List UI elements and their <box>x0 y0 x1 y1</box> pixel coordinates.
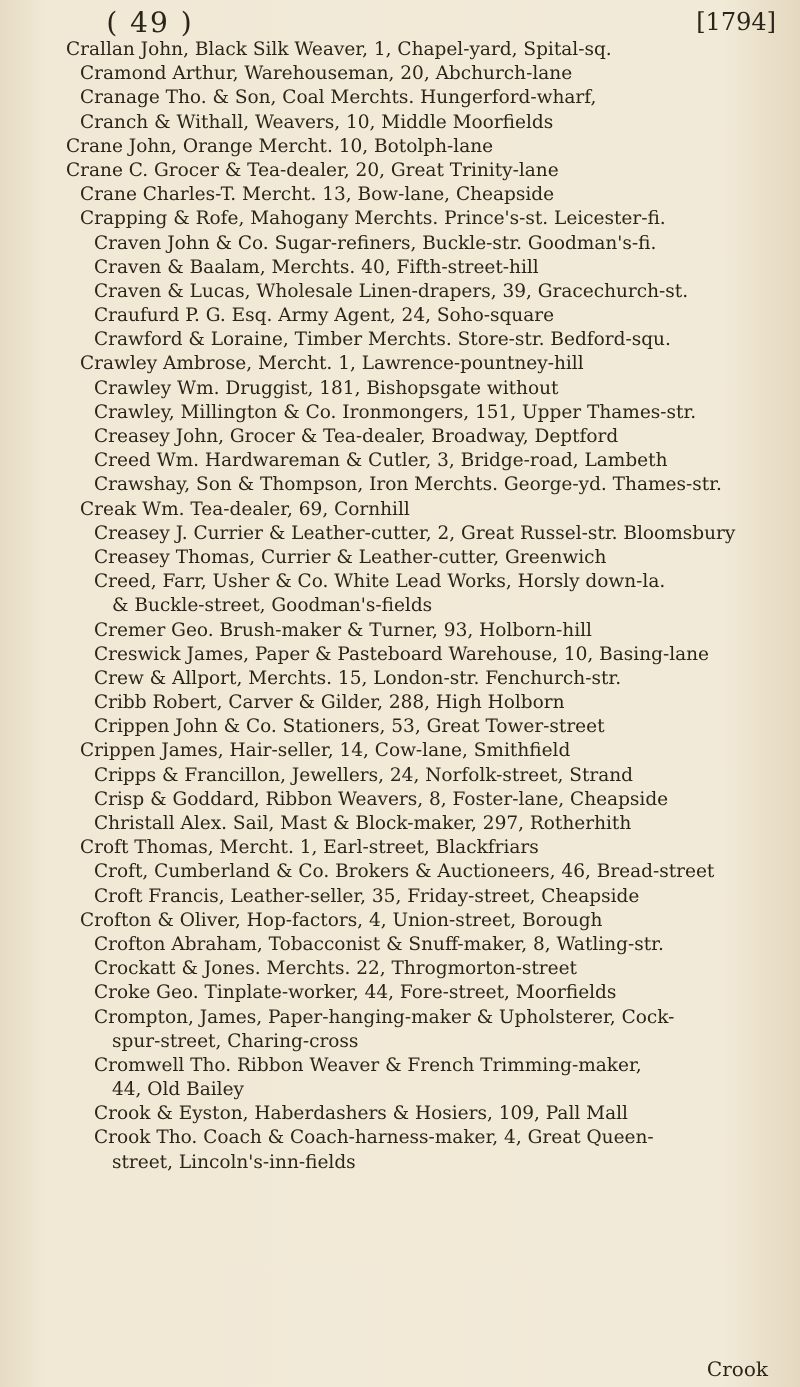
directory-entry: Creed, Farr, Usher & Co. White Lead Works, Horsly down-la. <box>94 571 666 593</box>
directory-entry: Creasey John, Grocer & Tea-dealer, Broadway, Deptford <box>94 426 619 447</box>
directory-entry: Crockatt & Jones. Merchts. 22, Throgmorton-street <box>94 958 577 980</box>
directory-entry: Crofton Abraham, Tobacconist & Snuff-maker, 8, Watling-str. <box>94 933 664 955</box>
directory-entry: street, Lincoln's-inn-fields <box>112 1151 356 1173</box>
directory-entry: Crew & Allport, Merchts. 15, London-str. Fenchurch-str. <box>94 667 622 689</box>
directory-entry: Creak Wm. Tea-dealer, 69, Cornhill <box>80 498 410 520</box>
directory-entry: Craven & Lucas, Wholesale Linen-drapers, 39, Gracechurch-st. <box>94 280 689 302</box>
directory-entry: Crook & Eyston, Haberdashers & Hosiers, 109, Pall Mall <box>94 1103 628 1125</box>
directory-entry: Crippen John & Co. Stationers, 53, Great Tower-street <box>94 716 605 738</box>
directory-entry: Crawley Wm. Druggist, 181, Bishopsgate without <box>94 377 559 399</box>
directory-entry: Crallan John, Black Silk Weaver, 1, Chapel-yard, Spital-sq. <box>66 39 612 60</box>
directory-entry: Cromwell Tho. Ribbon Weaver & French Trimming-maker, <box>94 1054 642 1076</box>
directory-entry: Croft, Cumberland & Co. Brokers & Auctioneers, 46, Bread-street <box>94 861 715 883</box>
directory-entry: Creasey Thomas, Currier & Leather-cutter, Greenwich <box>94 546 607 568</box>
directory-entry: spur-street, Charing-cross <box>112 1030 359 1052</box>
directory-entry: Croft Thomas, Mercht. 1, Earl-street, Blackfriars <box>80 837 539 859</box>
page-header <box>0 2 800 40</box>
directory-entry: Craufurd P. G. Esq. Army Agent, 24, Soho-square <box>94 305 555 327</box>
directory-entry: & Buckle-street, Goodman's-fields <box>112 595 433 617</box>
catchword: Crook <box>706 1357 768 1381</box>
directory-entry: Crapping & Rofe, Mahogany Merchts. Prince's-st. Leicester-fi. <box>80 208 666 230</box>
directory-entry: Crofton & Oliver, Hop-factors, 4, Union-street, Borough <box>80 909 603 931</box>
directory-entry: Cremer Geo. Brush-maker & Turner, 93, Holborn-hill <box>94 619 592 641</box>
year-label: [1794] <box>696 8 776 36</box>
directory-entries <box>22 38 782 1175</box>
directory-entry: Crawley, Millington & Co. Ironmongers, 151, Upper Thames-str. <box>94 401 697 423</box>
directory-entry: Creed Wm. Hardwareman & Cutler, 3, Bridge-road, Lambeth <box>94 450 668 472</box>
directory-entry: Cramond Arthur, Warehouseman, 20, Abchurch-lane <box>80 63 573 85</box>
directory-entry: Crompton, James, Paper-hanging-maker & Upholsterer, Cock- <box>94 1006 675 1028</box>
directory-entry: Croke Geo. Tinplate-worker, 44, Fore-street, Moorfields <box>94 982 617 1004</box>
directory-entry: Crane Charles-T. Mercht. 13, Bow-lane, Cheapside <box>80 184 555 206</box>
directory-entry: Crawley Ambrose, Mercht. 1, Lawrence-pountney-hill <box>80 353 584 375</box>
directory-entry: Crippen James, Hair-seller, 14, Cow-lane, Smithfield <box>80 740 571 762</box>
directory-entry: Crane John, Orange Mercht. 10, Botolph-lane <box>66 135 494 157</box>
directory-entry: Christall Alex. Sail, Mast & Block-maker, 297, Rotherhith <box>94 813 632 834</box>
directory-entry: Creasey J. Currier & Leather-cutter, 2, Great Russel-str. Bloomsbury <box>94 522 736 544</box>
directory-entry: Craven & Baalam, Merchts. 40, Fifth-street-hill <box>94 256 539 278</box>
directory-entry: Craven John & Co. Sugar-refiners, Buckle-str. Goodman's-fi. <box>94 232 657 254</box>
directory-entry: Cripps & Francillon, Jewellers, 24, Norfolk-street, Strand <box>94 764 634 786</box>
directory-entry: Cranage Tho. & Son, Coal Merchts. Hungerford-wharf, <box>80 87 597 109</box>
directory-entry: Crook Tho. Coach & Coach-harness-maker, 4, Great Queen- <box>94 1127 654 1149</box>
directory-entry: Crawford & Loraine, Timber Merchts. Store-str. Bedford-squ. <box>94 329 671 351</box>
directory-entry: Crisp & Goddard, Ribbon Weavers, 8, Foster-lane, Cheapside <box>94 788 669 810</box>
page-number: ( 49 ) <box>106 6 194 39</box>
directory-entry: 44, Old Bailey <box>112 1079 244 1101</box>
directory-entry: Crawshay, Son & Thompson, Iron Merchts. George-yd. Thames-str. <box>94 474 722 496</box>
directory-entry: Cribb Robert, Carver & Gilder, 288, High Holborn <box>94 692 565 714</box>
directory-entry: Crane C. Grocer & Tea-dealer, 20, Great Trinity-lane <box>66 159 559 181</box>
directory-entry: Creswick James, Paper & Pasteboard Warehouse, 10, Basing-lane <box>94 643 709 665</box>
directory-entry: Croft Francis, Leather-seller, 35, Friday-street, Cheapside <box>94 885 640 907</box>
directory-entry: Cranch & Withall, Weavers, 10, Middle Moorfields <box>80 111 554 133</box>
